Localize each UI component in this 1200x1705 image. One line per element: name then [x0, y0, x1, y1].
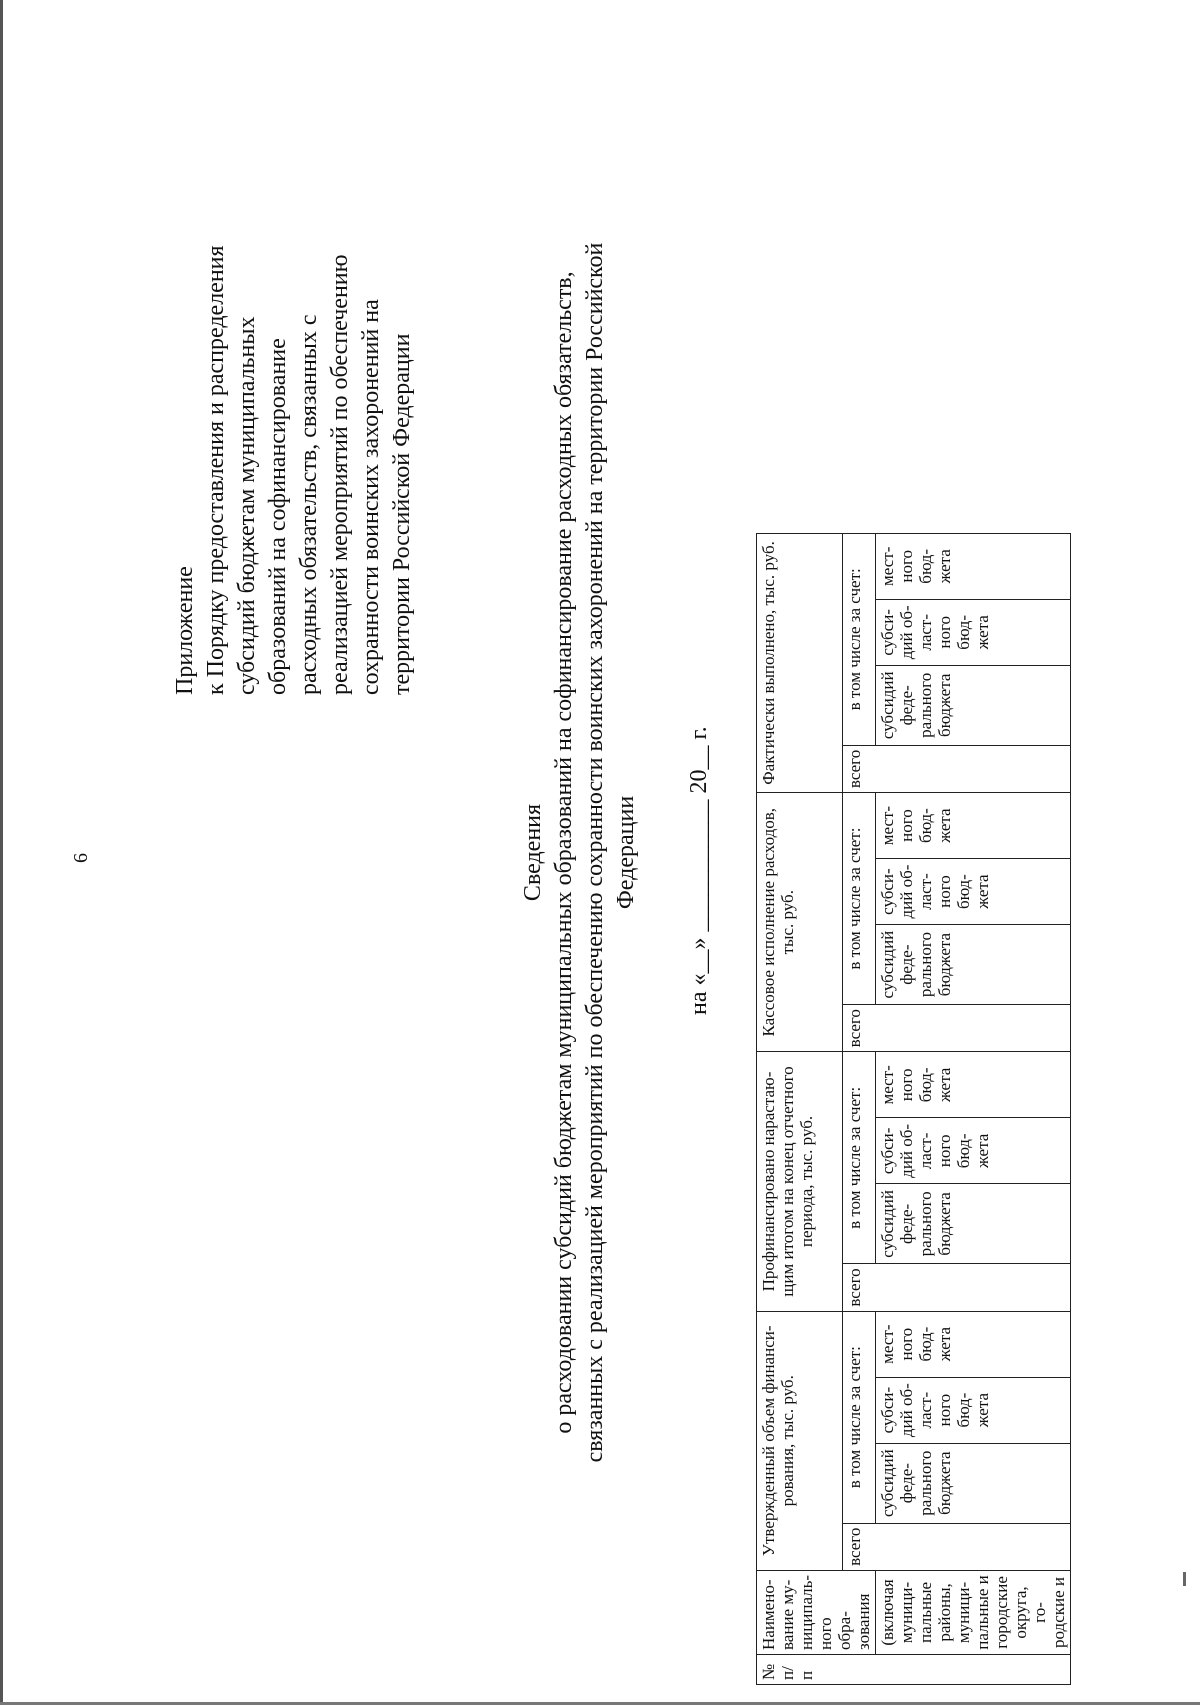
total-header: всего — [843, 1523, 1071, 1570]
including-header: в том числе за счет: — [843, 533, 876, 745]
sub-col-regional: субси-дий об-ласт-ного бюд-жета — [876, 1118, 1071, 1184]
appendix-line: территории Российской Федерации — [389, 333, 415, 695]
col-number-header: № п/п — [757, 1655, 1071, 1685]
sub-col-federal: субсидий феде-рального бюджета — [876, 925, 1071, 1005]
group-header-financed: Профинансировано нарастаю-щим итогом на конец отчетного периода, тыс. руб. — [757, 1052, 843, 1311]
total-header: всего — [843, 1264, 1071, 1311]
group-header-actual: Фактически выполнено, тыс. руб. — [757, 533, 843, 792]
sub-col-federal: субсидий феде-рального бюджета — [876, 665, 1071, 745]
title-line: связанных с реализацией мероприятий по обеспечению сохранности воинских захоронений на территории Российской — [582, 242, 608, 1463]
sub-col-regional: субси-дий об-ласт-ного бюд-жета — [876, 599, 1071, 665]
title-line: Федерации — [613, 795, 639, 910]
sub-col-local: мест-ного бюд-жета — [876, 1311, 1071, 1377]
sub-col-federal: субсидий феде-рального бюджета — [876, 1184, 1071, 1264]
sub-col-local: мест-ного бюд-жета — [876, 1052, 1071, 1118]
table-header-row — [757, 533, 843, 1684]
appendix-line: образований на софинансирование — [265, 338, 291, 695]
page-number: 6 — [70, 853, 92, 863]
table-header-row — [843, 533, 876, 1684]
sub-col-local: мест-ного бюд-жета — [876, 533, 1071, 599]
report-date-line: на «__» ___________ 20__ г. — [686, 726, 712, 1015]
group-header-approved: Утвержденный объем финанси-рования, тыс. руб. — [757, 1311, 843, 1570]
total-header: всего — [843, 1005, 1071, 1052]
appendix-line: Приложение — [172, 566, 198, 695]
appendix-line: реализацией мероприятий по обеспечению — [327, 254, 353, 695]
sub-col-federal: субсидий феде-рального бюджета — [876, 1443, 1071, 1523]
document-title — [518, 0, 642, 1705]
appendix-line: субсидий бюджетам муниципальных — [234, 316, 260, 695]
title-line: о расходовании субсидий бюджетам муниципальных образований на софинансирование расходных обязательств, — [551, 271, 577, 1434]
appendix-line: расходных обязательств, связанных с — [296, 314, 322, 695]
group-header-cash-execution: Кассовое исполнение расходов, тыс. руб. — [757, 793, 843, 1052]
including-header: в том числе за счет: — [843, 1311, 876, 1523]
table-header-row — [876, 533, 1071, 1684]
including-header: в том числе за счет: — [843, 1052, 876, 1264]
appendix-line: к Порядку предоставления и распределения — [203, 245, 229, 695]
col-name-header: Наимено-вание му-ниципаль-ного обра-зования — [757, 1570, 876, 1654]
total-header: всего — [843, 745, 1071, 792]
sub-col-regional: субси-дий об-ласт-ного бюд-жета — [876, 1377, 1071, 1443]
sub-col-local: мест-ного бюд-жета — [876, 793, 1071, 859]
sub-col-regional: субси-дий об-ласт-ного бюд-жета — [876, 859, 1071, 925]
including-header: в том числе за счет: — [843, 793, 876, 1005]
appendix-line: сохранности воинских захоронений на — [358, 299, 384, 695]
col-name-note: (включая муници-пальные районы, муници-пальные и городские округа, го-родские и — [876, 1570, 1071, 1654]
appendix-block — [170, 135, 418, 695]
report-table — [756, 533, 1071, 1685]
title-heading: Сведения — [520, 803, 546, 902]
